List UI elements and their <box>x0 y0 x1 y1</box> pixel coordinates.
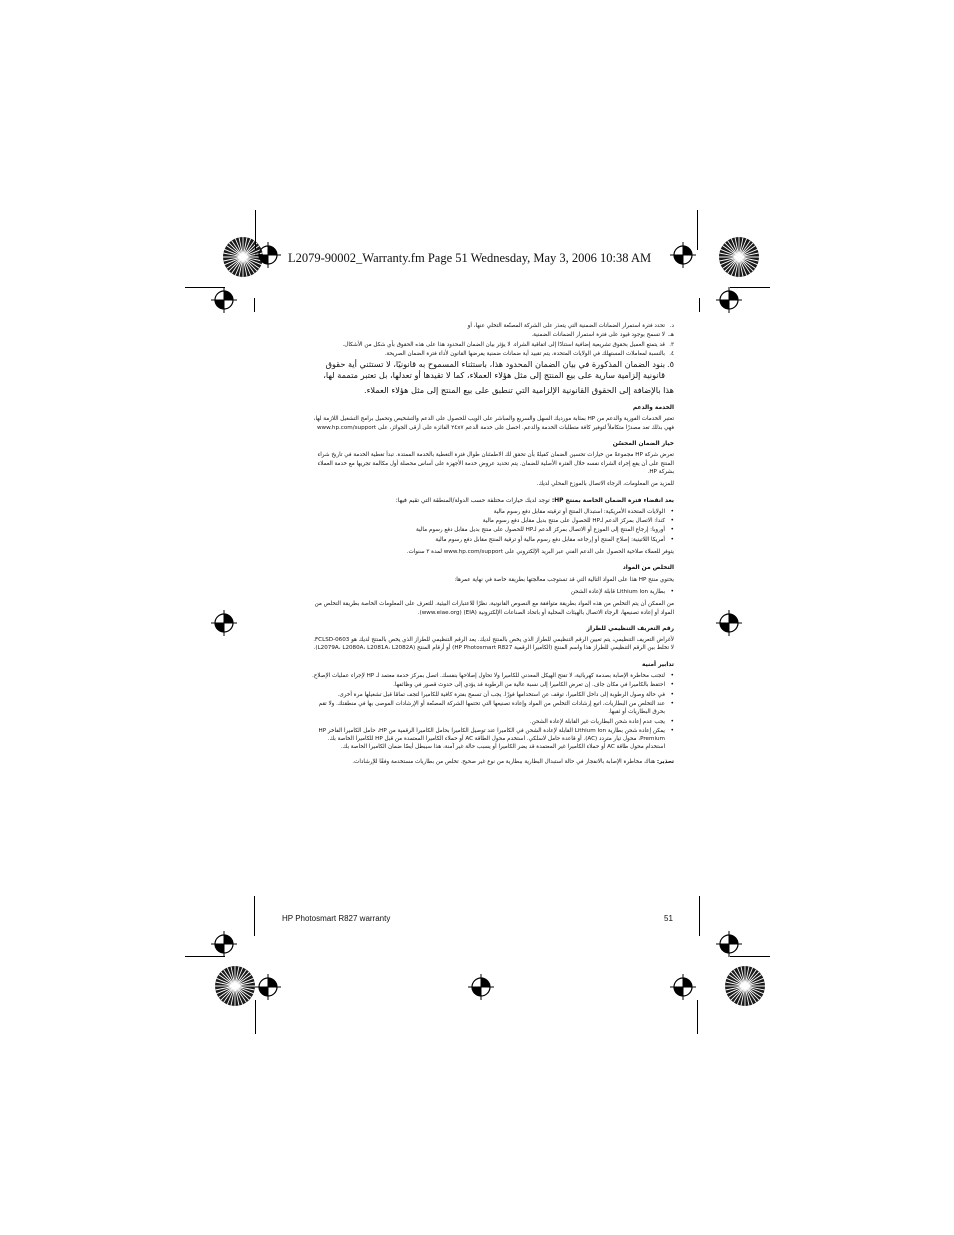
safety-list <box>312 672 674 752</box>
bullet-icon: • <box>670 726 674 734</box>
safety-heading: تدابير أمنية <box>641 661 674 668</box>
bullet-icon: • <box>670 690 674 698</box>
bullet-icon: • <box>670 507 674 515</box>
crosshair-target-icon <box>670 242 696 268</box>
crosshair-target-icon <box>255 242 281 268</box>
post-warranty-heading: بعد انقضاء فترة الضمان الخاصة بمنتج HP: توجد لديك خيارات مختلفة حسب الدولة/المنطقة التي تقيم فيها: <box>395 497 674 504</box>
list-item: ٤. بالنسبة لمعاملات المستهلك في الولايات المتحدة، يتم تقييد أية ضمانات ضمنية يفرضها القانون لأداء فترة الضمان الصريحة. <box>384 350 674 357</box>
list-item: • الولايات المتحدة الأمريكية: استبدال المنتج أو ترقيته مقابل دفع رسوم مالية <box>493 507 674 515</box>
bullet-icon: • <box>670 672 674 680</box>
disposal-text: من الممكن أن يتم التخلص من هذه المواد بطريقة متوافقة مع النصوص القانونية، نظرًا للاعتبارات البيئية. للتعرف على المعلومات الخاصة بطريقة التخلص من المواد أو إعادة تصنيعها، الرجاء الاتصال بالهيئات المحلية أو باتحاد الصناعات الإلكترونية (EIA) (www.eiae.org). <box>314 601 674 616</box>
disposal-list <box>312 588 674 596</box>
warranty-items-list <box>312 322 674 381</box>
bullet-icon: • <box>670 681 674 689</box>
crop-line <box>254 896 255 936</box>
disposal-intro: يحتوي منتج HP هذا على المواد التالية التي قد تستوجب معالجتها بطريقة خاصة في نهاية عمرها: <box>454 576 674 583</box>
registration-starburst-icon <box>214 965 256 1007</box>
crosshair-target-icon <box>211 287 237 313</box>
list-item: • يجب عدم إعادة شحن البطاريات غير القابلة لإعادة الشحن. <box>529 717 674 725</box>
crosshair-target-icon <box>211 610 237 636</box>
list-item: • احتفظ بالكاميرا في مكان جاف. إن تعرض الكاميرا إلى نسبة عالية من الرطوبة قد يؤدي إلى حدوث قصور في وظائفها. <box>393 681 674 689</box>
bullet-icon: • <box>670 717 674 725</box>
regulatory-text: لأغراض التعريف التنظيمي، يتم تعيين الرقم التنظيمي للطراز الذي يخص بالمنتج لديك. يعد الرقم التنظيمي للطراز الذي يخص بالمنتج لديك هو FCLSD-0603. لا تخلط بين الرقم التنظيمي للطراز هذا واسم المنتج (الكاميرا الرقمية HP Photosmart R827) أو أرقام المنتج (L2079A، L2080A، L2081A، L2082A). <box>313 637 674 652</box>
post-warranty-list <box>312 508 674 544</box>
list-item: • يمكن إعادة شحن بطارية Lithium Ion القابلة لإعادة الشحن في الكاميرا عند توصيل الكاميرا بحامل الكاميرا الرقمية من HP، حامل الكاميرا الفاخر HP Premium، محول تيار متردد (AC). أو قاعدة حامل لاسلكي. استخدم محول الطاقة AC أو حملاء الكاميرا المعتمدة من قبل HP للكاميرا الخاصة بك. استخدام محول طاقة AC أو حملاء الكاميرا غير المعتمدة قد يضر الكاميرا أو يسبب حالة غير آمنة، هذا سيبطل أيضًا ضمان الكاميرا الخاصة بك. <box>318 726 674 751</box>
crosshair-target-icon <box>670 974 696 1000</box>
crosshair-target-icon <box>468 974 494 1000</box>
bullet-icon: • <box>670 699 674 707</box>
list-item: • بطارية Lithium Ion قابلة لإعادة الشحن <box>570 587 674 595</box>
extended-more-info: للمزيد من المعلومات، الرجاء الاتصال بالموزع المحلي لديك. <box>536 481 674 488</box>
email-support-text: يتوفر للعملاء صلاحية الحصول على الدعم الفني عبر البريد الإلكتروني على www.hp.com/support لمدة ٣ سنوات. <box>406 549 674 556</box>
crop-line <box>699 298 700 312</box>
warning-note: تحذير: هناك مخاطرة الإصابة بالانفجار في حالة استبدال البطارية ببطارية من نوع غير صحيح. تخلص من بطاريات مستخدمة وفقًا للإرشادات. <box>352 758 674 765</box>
crop-line <box>255 1000 256 1034</box>
page-number: 51 <box>664 914 673 923</box>
list-item: ٣. قد يتمتع العميل بحقوق تشريعية إضافية استنادًا إلى اتفاقية الشراء. لا يؤثر بيان الضمان المحدود هذا على هذه الحقوق بأي شكل من الأشكال. <box>342 341 674 348</box>
list-item: • عند التخلص من البطاريات، اتبع إرشادات التخلص من المواد وإعادة تصنيعها التي تحتمها الشركة المصنّعة أو الإرشادات الموصى بها في منطقتك. ولا تقم بحرق البطاريات أو ثقبها. <box>318 699 674 716</box>
list-item: • أمريكا اللاتينية: إصلاح المنتج أو إرجاعه مقابل دفع رسوم مالية أو ترقية المنتج مقابل دفع رسوم مالية <box>435 535 674 543</box>
warning-label: تحذير: <box>656 758 674 765</box>
crosshair-target-icon <box>716 610 742 636</box>
crop-line <box>255 210 256 250</box>
crop-line <box>697 1000 698 1034</box>
bullet-icon: • <box>670 535 674 543</box>
bullet-icon: • <box>670 587 674 595</box>
extended-warranty-heading: خيار الضمان المحسّن <box>612 441 674 448</box>
legal-rights-statement: هذا بالإضافة إلى الحقوق القانونية الإلزامية التي تنطبق على بيع المنتج إلى مثل هؤلاء العملاء. <box>363 385 674 396</box>
crosshair-target-icon <box>716 931 742 957</box>
list-item: • أوروبا: إرجاع المنتج إلى الموزع أو الاتصال بمركز الدعم لـHP للحصول على منتج بديل مقابل دفع رسوم مالية <box>415 526 674 534</box>
crosshair-target-icon <box>211 931 237 957</box>
registration-starburst-icon <box>718 236 760 278</box>
bullet-icon: • <box>670 517 674 525</box>
crop-line <box>699 896 700 936</box>
crop-line <box>730 956 770 957</box>
crop-line <box>185 287 225 288</box>
service-text: تعتبر الخدمات الفورية والدعم من HP بمثابة مورديك السهل والسريع والمباشر على الويب للحصول على الدعم والتشخيص وتحميل برامج التشغيل اللازمة لها، فهي بذلك تعد مصدرًا متكاملاً لتوفير كافة متطلبات الخدمة والدعم. احصل على خدمة الدعم ٢٤x٧ الفائزة على أرقى الجوائز، على www.hp.com/support <box>313 416 674 431</box>
regulatory-heading: رقم التعريف التنظيمي للطراز <box>586 625 674 632</box>
file-info-header: L2079-90002_Warranty.fm Page 51 Wednesday, May 3, 2006 10:38 AM <box>288 251 652 265</box>
crosshair-target-icon <box>716 287 742 313</box>
service-heading: الخدمة والدعم <box>632 405 674 412</box>
crosshair-target-icon <box>255 974 281 1000</box>
crop-line <box>697 210 698 250</box>
list-item: • كندا: الاتصال بمركز الدعم لـHP للحصول على منتج بديل مقابل دفع رسوم مالية <box>482 517 674 525</box>
list-item: هـ. لا تسمح بوجود قيود على فترة استمرار الضمانات الضمنية. <box>531 332 674 339</box>
extended-warranty-text: تعرض شركة HP مجموعةً من خيارات تحسين الضمان كفيلةً بأن تحقق لك الاطمئنان طوال فترة التغطية بالخدمة الممتدة. تبدأ تغطية الخدمة في تاريخ شراء المنتج على أن يقع إجراء الشراء نفسه خلال الفترة الأصلية للضمان. يتم تحديد عروض خدمة الأجهزة على أساس محصلة أول مكالمة تجريها مع خدمة العملاء بشركة HP. <box>317 452 674 475</box>
support-url: www.hp.com/support <box>316 424 377 431</box>
footer-title: HP Photosmart R827 warranty <box>282 914 391 923</box>
crop-line <box>254 298 255 312</box>
crop-line <box>185 956 225 957</box>
crop-line <box>730 287 770 288</box>
registration-starburst-icon <box>724 965 766 1007</box>
list-item: • في حالة وصول الرطوبة إلى داخل الكاميرا، توقف عن استخدامها فورًا. يجب أن تسمح بفترة كافية للكاميرا لتجف تمامًا قبل تشغيلها مرة أخرى. <box>337 690 674 698</box>
bullet-icon: • <box>670 526 674 534</box>
disposal-heading: التخلص من المواد <box>622 565 674 572</box>
list-item: • لتجنب مخاطرة الإصابة بصدمة كهربائية، لا تفتح الهيكل المعدني للكاميرا ولا تحاول إصلاحها بنفسك. اتصل بمركز خدمة معتمد لـ HP لإجراء عمليات الإصلاح. <box>312 672 674 680</box>
list-item: د. تحدد فترة استمرار الضمانات الضمنية التي يتعذر على الشركة المصنّعة التخلي عنها، أو <box>467 323 674 329</box>
warranty-content <box>312 322 674 770</box>
list-item: ٥. بنود الضمان المذكورة في بيان الضمان المحدود هذا، باستثناء المسموح به قانونيًا، لا تستثني أية حقوق قانونية إلزامية سارية على بيع المنتج إلى مثل هؤلاء العملاء، كما لا تقيدها أو تعدلها، بل تعتبر متممة لها، <box>323 359 674 381</box>
